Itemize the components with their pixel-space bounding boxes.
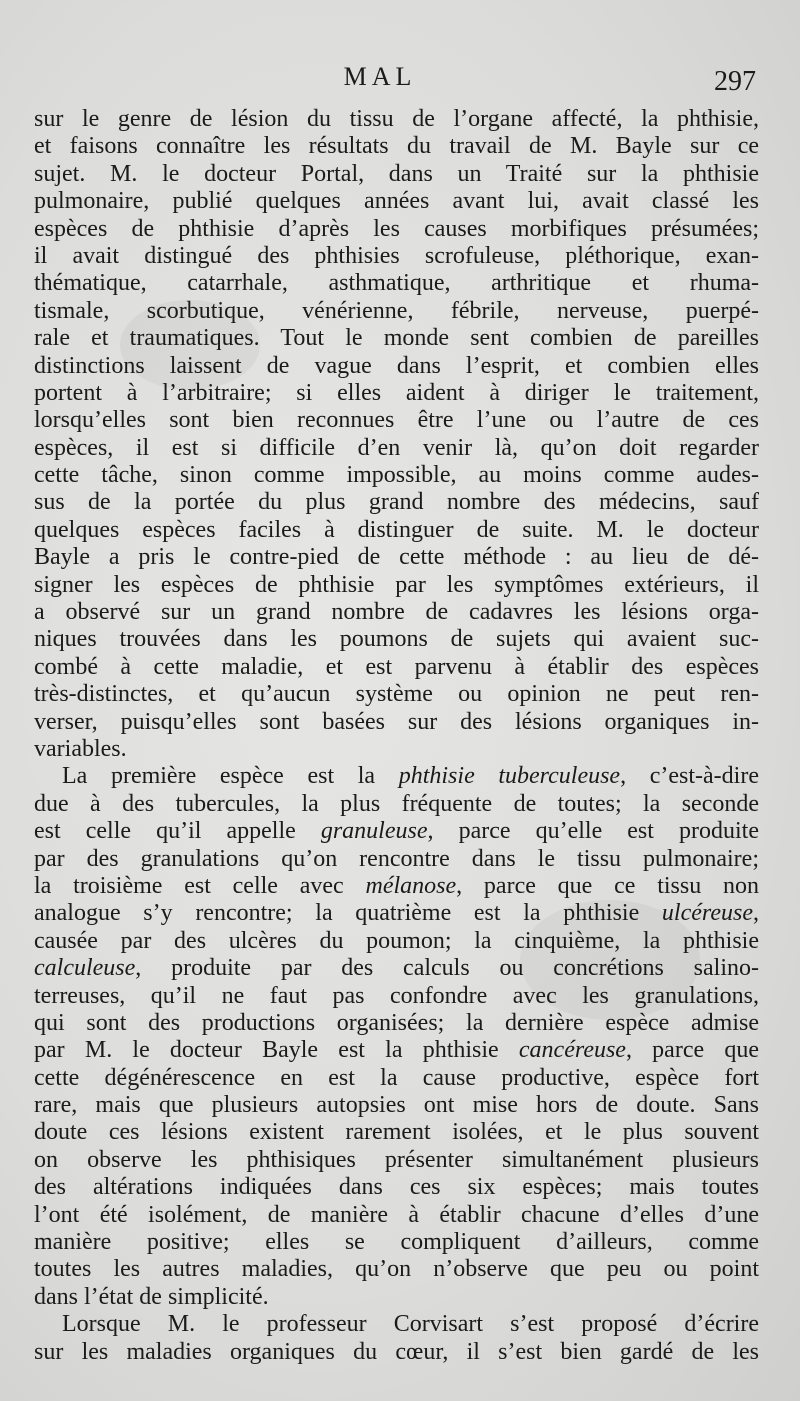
text-line: il avait distingué des phthisies scrofuleuse, pléthorique, exan-	[34, 242, 759, 269]
text-line: lorsqu’elles sont bien reconnues être l’une ou l’autre de ces	[34, 407, 759, 434]
text-line: manière positive; elles se compliquent d’ailleurs, comme	[34, 1229, 759, 1256]
text-line: distinctions laissent de vague dans l’esprit, et combien elles	[34, 352, 759, 379]
text-line	[34, 818, 759, 845]
text-line: qui sont des productions organisées; la dernière espèce admise	[34, 1009, 759, 1036]
text-segment: , produite par des calculs ou concrétions salino-	[135, 955, 759, 982]
text-line: très-distinctes, et qu’aucun système ou opinion ne peut ren-	[34, 681, 759, 708]
text-line: par des granulations qu’on rencontre dans le tissu pulmonaire;	[34, 845, 759, 872]
text-segment: , c’est-à-dire	[620, 763, 759, 790]
page-header	[40, 62, 756, 106]
text-line: on observe les phthisiques présenter simultanément plusieurs	[34, 1146, 759, 1173]
text-segment: , parce que ce tissu non	[456, 872, 759, 899]
text-line: cette dégénérescence en est la cause productive, espèce fort	[34, 1064, 759, 1091]
text-line: terreuses, qu’il ne faut pas confondre avec les granulations,	[34, 982, 759, 1009]
text-line	[34, 955, 759, 982]
text-segment: , parce que	[625, 1037, 759, 1064]
text-segment: est celle qu’il appelle	[34, 818, 321, 845]
text-line	[34, 900, 759, 927]
text-line: et faisons connaître les résultats du travail de M. Bayle sur ce	[34, 133, 759, 160]
text-line	[34, 1037, 759, 1064]
italic-term: phthisie tuberculeuse	[398, 763, 621, 790]
text-line: tismale, scorbutique, vénérienne, fébrile, nerveuse, puerpé-	[34, 297, 759, 324]
text-line: cette tâche, sinon comme impossible, au moins comme audes-	[34, 462, 759, 489]
text-line	[34, 763, 759, 790]
text-line: toutes les autres maladies, qu’on n’observe que peu ou point	[34, 1256, 759, 1283]
text-line: combé à cette maladie, et est parvenu à établir des espèces	[34, 653, 759, 680]
text-segment: La première espèce est la	[62, 763, 399, 790]
text-line: rare, mais que plusieurs autopsies ont mise hors de doute. Sans	[34, 1092, 759, 1119]
text-line: portent à l’arbitraire; si elles aident à diriger le traitement,	[34, 379, 759, 406]
text-segment: , parce qu’elle est produite	[427, 818, 759, 845]
page-number: 297	[714, 66, 756, 97]
text-line: dans l’état de simplicité.	[34, 1283, 269, 1310]
italic-term: cancéreuse	[518, 1037, 626, 1064]
text-line: sus de la portée du plus grand nombre des médecins, sauf	[34, 489, 759, 516]
text-line: des altérations indiquées dans ces six espèces; mais toutes	[34, 1174, 759, 1201]
text-line: verser, puisqu’elles sont basées sur des lésions organiques in-	[34, 708, 759, 735]
text-line: rale et traumatiques. Tout le monde sent combien de pareilles	[34, 325, 759, 352]
text-line: espèces, il est si difficile d’en venir là, qu’on doit regarder	[34, 434, 759, 461]
text-line: niques trouvées dans les poumons de sujets qui avaient suc-	[34, 626, 759, 653]
italic-term: ulcéreuse	[661, 900, 753, 927]
italic-term: mélanose	[365, 872, 457, 899]
text-line: due à des tubercules, la plus fréquente de toutes; la seconde	[34, 790, 759, 817]
text-line: l’ont été isolément, de manière à établir chacune d’elles d’une	[34, 1201, 759, 1228]
text-line: sujet. M. le docteur Portal, dans un Traité sur la phthisie	[34, 160, 759, 187]
body-text	[34, 106, 759, 1366]
italic-term: calculeuse	[34, 955, 136, 982]
text-line: pulmonaire, publié quelques années avant lui, avait classé les	[34, 188, 759, 215]
italic-term: granuleuse	[320, 818, 428, 845]
running-head: MAL	[343, 62, 417, 91]
text-line: espèces de phthisie d’après les causes morbifiques présumées;	[34, 215, 759, 242]
text-line: sur le genre de lésion du tissu de l’organe affecté, la phthisie,	[34, 106, 759, 132]
text-line	[34, 873, 759, 900]
text-line: a observé sur un grand nombre de cadavres les lésions orga-	[34, 599, 759, 626]
text-line: quelques espèces faciles à distinguer de suite. M. le docteur	[34, 516, 759, 543]
text-line: doute ces lésions existent rarement isolées, et le plus souvent	[34, 1119, 759, 1146]
text-line: causée par des ulcères du poumon; la cinquième, la phthisie	[34, 927, 759, 954]
text-segment: ,	[753, 900, 759, 927]
text-segment: analogue s’y rencontre; la quatrième est la phthisie	[34, 900, 662, 927]
text-line: Lorsque M. le professeur Corvisart s’est proposé d’écrire	[62, 1311, 759, 1338]
text-line: sur les maladies organiques du cœur, il s’est bien gardé de les	[34, 1338, 759, 1365]
text-line: thématique, catarrhale, asthmatique, arthritique et rhuma-	[34, 270, 759, 297]
text-line: signer les espèces de phthisie par les symptômes extérieurs, il	[34, 571, 759, 598]
text-line: variables.	[34, 735, 127, 762]
text-segment: la troisième est celle avec	[34, 872, 366, 899]
text-segment: par M. le docteur Bayle est la phthisie	[34, 1037, 519, 1064]
text-line: Bayle a pris le contre-pied de cette méthode : au lieu de dé-	[34, 544, 759, 571]
